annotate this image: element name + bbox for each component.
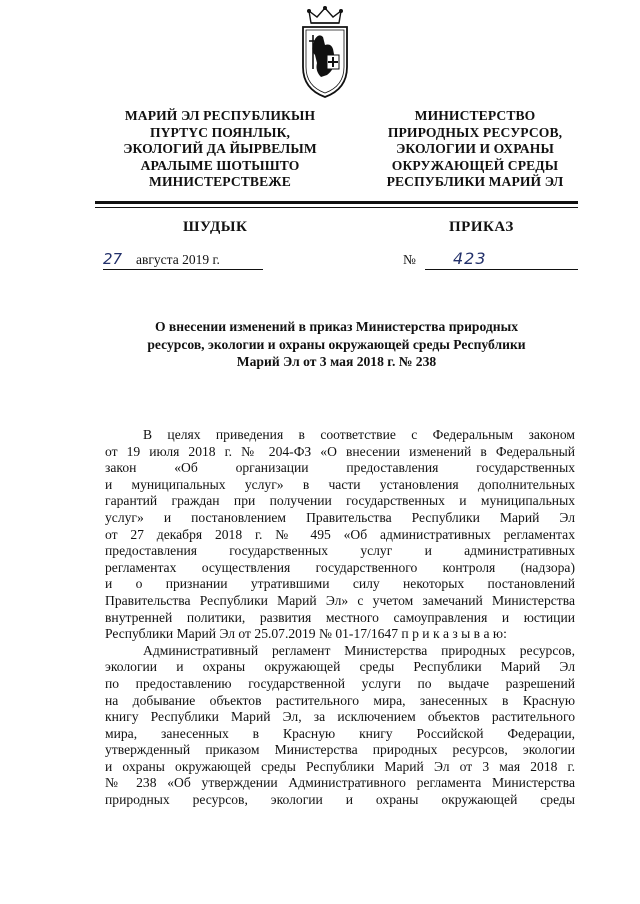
title-line: ресурсов, экологии и охраны окружающей среды Республики: [147, 336, 526, 352]
header-divider-thin: [95, 207, 578, 208]
body-line: и муниципальных услуг» в части установления дополнительных: [105, 476, 575, 492]
doc-type-mari: ШУДЫК: [183, 219, 248, 235]
body-line: № 238 «Об утверждении Административного регламента Министерства: [105, 775, 575, 791]
header-left-line: АРАЛЫМЕ ШОТЫШТО: [140, 157, 300, 173]
body-line: природных ресурсов, экологии и охраны окружающей среды: [105, 792, 575, 808]
body-line: книгу Республики Марий Эл, за исключением объектов растительного: [105, 709, 575, 725]
header-right-line: ОКРУЖАЮЩЕЙ СРЕДЫ: [391, 157, 559, 173]
coat-of-arms-emblem: [297, 5, 353, 101]
header-right-line: ПРИРОДНЫХ РЕСУРСОВ,: [387, 124, 563, 140]
header-left-line: МАРИЙ ЭЛ РЕСПУБЛИКЫН: [124, 108, 316, 123]
doc-type-russian: ПРИКАЗ: [449, 219, 514, 235]
header-left-line: МИНИСТЕРСТВЕЖЕ: [149, 174, 291, 190]
header-right-line: РЕСПУБЛИКИ МАРИЙ ЭЛ: [386, 174, 564, 190]
order-number-handwritten: 423: [453, 249, 487, 268]
header-divider-thick: [95, 201, 578, 204]
date-day-handwritten: 27: [103, 250, 123, 268]
header-right-line: МИНИСТЕРСТВО: [414, 108, 536, 123]
body-line: регламентах осуществления государственного контроля (надзора): [105, 559, 575, 575]
body-line: закон «Об организации предоставления государственных: [105, 460, 575, 476]
body-line: мира, занесенных в Красную книгу Российской Федерации,: [105, 725, 575, 741]
body-line: по предоставлению государственной услуги по выдаче разрешений: [105, 675, 575, 691]
header-left-line: ЭКОЛОГИЙ ДА ЙЫРВЕЛЫМ: [123, 141, 317, 157]
body-line: и охраны окружающей среды Республики Марий Эл от 3 мая 2018 г.: [105, 758, 575, 774]
body-line: экологии и охраны окружающей среды Республики Марий Эл: [105, 659, 575, 675]
header-right-line: ЭКОЛОГИИ И ОХРАНЫ: [396, 141, 554, 157]
order-number-field: [403, 249, 578, 272]
document-body: [105, 427, 575, 809]
date-field: [103, 252, 263, 272]
body-line: утвержденный приказом Министерства природных ресурсов, экологии: [105, 742, 575, 758]
body-line: В целях приведения в соответствие с Федеральным законом: [143, 427, 575, 442]
body-line: и о признании утратившими силу некоторых постановлений: [105, 576, 575, 592]
body-line: предоставления государственных услуг и административных: [105, 543, 575, 559]
document-title: [95, 318, 578, 371]
number-sign: №: [403, 252, 416, 267]
body-line: Правительства Республики Марий Эл» с учетом замечаний Министерства: [105, 592, 575, 608]
body-line: Республики Марий Эл от 25.07.2019 № 01-17/1647 п р и к а з ы в а ю:: [105, 626, 507, 642]
body-line: услуг» и постановлением Правительства Республики Марий Эл: [105, 509, 575, 525]
number-underline: [425, 269, 578, 270]
title-line: О внесении изменений в приказ Министерства природных: [154, 319, 519, 334]
header-left-block: [95, 108, 345, 191]
date-underline: [103, 269, 263, 270]
date-month-year: августа 2019 г.: [136, 252, 220, 267]
body-line: от 27 декабря 2018 г. № 495 «Об административных регламентах: [105, 526, 575, 542]
body-line: на добывание объектов растительного мира, занесенных в Красную: [105, 692, 575, 708]
body-line: внутренней политики, развития местного самоуправления и юстиции: [105, 609, 575, 625]
title-line: Марий Эл от 3 мая 2018 г. № 238: [236, 354, 437, 370]
body-line: гарантий граждан при получении государственных и муниципальных: [105, 493, 575, 509]
header-left-line: ПҮРТҮС ПОЯНЛЫК,: [149, 124, 291, 140]
body-line: от 19 июля 2018 г. № 204-ФЗ «О внесении изменений в Федеральный: [105, 443, 575, 459]
body-line: Административный регламент Министерства природных ресурсов,: [143, 642, 575, 658]
header-right-block: [350, 108, 600, 191]
